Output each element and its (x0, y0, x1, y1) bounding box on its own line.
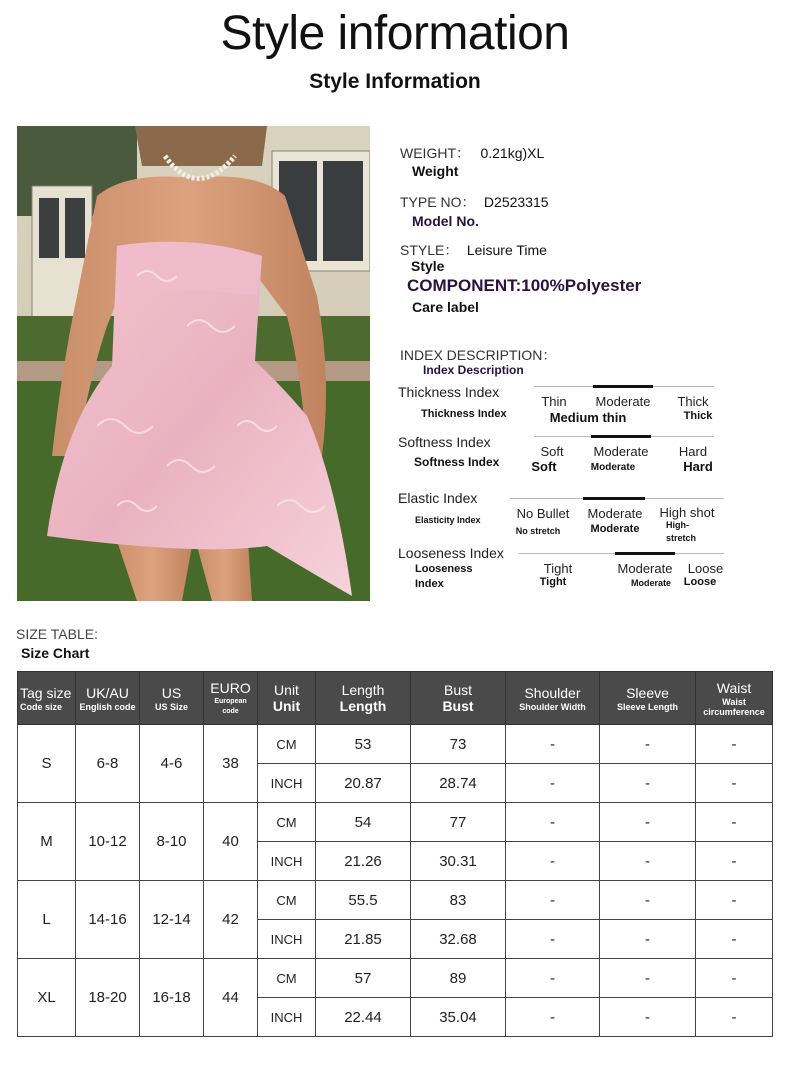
size-cell-euro: 42 (204, 881, 258, 959)
measure-cell: - (506, 920, 600, 959)
softness-option-soft: Soft (540, 444, 564, 459)
measure-cell: 83 (411, 881, 506, 920)
header-sleeve: Sleeve Sleeve Length (600, 672, 696, 725)
measure-cell: - (506, 881, 600, 920)
measure-cell: - (600, 959, 696, 998)
elastic-index-row (398, 490, 778, 546)
elastic-sub-no-stretch: No stretch (515, 526, 561, 536)
measure-cell: - (506, 959, 600, 998)
thickness-sub-thick: Thick (683, 410, 713, 422)
looseness-sub-tight: Tight (539, 576, 567, 588)
unit-cell: CM (258, 803, 316, 842)
looseness-index-label: Looseness Index (398, 545, 504, 561)
thickness-scale-marker (593, 385, 653, 388)
size-cell-us: 16-18 (140, 959, 204, 1037)
looseness-sub-loose: Loose (683, 576, 717, 588)
elastic-option-moderate: Moderate (587, 506, 643, 521)
style-sub: Style (411, 258, 445, 274)
measure-cell: - (506, 764, 600, 803)
looseness-index-row (398, 545, 778, 595)
header-euro: EURO European code (204, 672, 258, 725)
measure-cell: - (506, 725, 600, 764)
elastic-scale-marker (583, 497, 645, 500)
care-label: Care label (412, 299, 479, 315)
size-cell-euro: 44 (204, 959, 258, 1037)
measure-cell: - (696, 998, 773, 1037)
type-spec (400, 192, 549, 212)
header-unit: Unit Unit (258, 672, 316, 725)
size-chart-sub: Size Chart (21, 645, 90, 661)
measure-cell: 73 (411, 725, 506, 764)
softness-index-row (398, 434, 778, 479)
weight-spec (400, 143, 544, 163)
measure-cell: - (696, 842, 773, 881)
table-row (18, 881, 773, 920)
unit-cell: CM (258, 959, 316, 998)
measure-cell: 30.31 (411, 842, 506, 881)
measure-cell: - (696, 920, 773, 959)
elastic-option-high-shot: High shot (659, 505, 715, 520)
style-label: STYLE： (400, 242, 459, 258)
softness-index-sub: Softness Index (414, 455, 500, 469)
weight-label: WEIGHT： (400, 145, 470, 161)
size-cell-tag: S (18, 725, 76, 803)
unit-cell: CM (258, 725, 316, 764)
header-us: US US Size (140, 672, 204, 725)
header-length: Length Length (316, 672, 411, 725)
measure-cell: - (696, 725, 773, 764)
index-title-sub: Index Description (423, 363, 524, 377)
measure-cell: - (600, 881, 696, 920)
elastic-sub-high-stretch: High-stretch (666, 520, 697, 543)
size-cell-tag: M (18, 803, 76, 881)
softness-index-label: Softness Index (398, 434, 491, 450)
size-cell-uk: 6-8 (76, 725, 140, 803)
size-table-label: SIZE TABLE: (16, 626, 98, 642)
size-cell-us: 12-14 (140, 881, 204, 959)
type-sub: Model No. (412, 213, 479, 229)
measure-cell: 55.5 (316, 881, 411, 920)
thickness-index-row (398, 384, 778, 429)
elastic-index-label: Elastic Index (398, 490, 478, 506)
table-row (18, 725, 773, 764)
size-cell-tag: L (18, 881, 76, 959)
measure-cell: - (506, 842, 600, 881)
weight-sub: Weight (412, 163, 459, 179)
header-shoulder: Shoulder Shoulder Width (506, 672, 600, 725)
index-title: INDEX DESCRIPTION： (400, 347, 557, 363)
size-cell-uk: 14-16 (76, 881, 140, 959)
size-cell-us: 4-6 (140, 725, 204, 803)
thickness-option-thick: Thick (677, 394, 709, 409)
size-cell-uk: 10-12 (76, 803, 140, 881)
measure-cell: 35.04 (411, 998, 506, 1037)
measure-cell: - (696, 959, 773, 998)
measure-cell: 53 (316, 725, 411, 764)
looseness-option-moderate: Moderate (617, 561, 673, 576)
softness-option-moderate: Moderate (593, 444, 649, 459)
measure-cell: - (696, 764, 773, 803)
measure-cell: 32.68 (411, 920, 506, 959)
measure-cell: - (506, 803, 600, 842)
size-cell-us: 8-10 (140, 803, 204, 881)
thickness-option-moderate: Moderate (595, 394, 651, 409)
measure-cell: - (600, 998, 696, 1037)
measure-cell: - (506, 998, 600, 1037)
measure-cell: - (600, 803, 696, 842)
elastic-option-no-bullet: No Bullet (516, 506, 570, 521)
elastic-sub-moderate: Moderate (590, 523, 640, 535)
type-label: TYPE NO： (400, 194, 476, 210)
size-cell-euro: 40 (204, 803, 258, 881)
unit-cell: INCH (258, 998, 316, 1037)
measure-cell: 21.85 (316, 920, 411, 959)
looseness-scale-marker (615, 552, 675, 555)
unit-cell: INCH (258, 842, 316, 881)
measure-cell: - (600, 920, 696, 959)
softness-scale-marker (591, 435, 651, 438)
measure-cell: - (600, 725, 696, 764)
thickness-option-thin: Thin (541, 394, 567, 409)
softness-sub-moderate: Moderate (590, 462, 636, 473)
unit-cell: CM (258, 881, 316, 920)
size-cell-euro: 38 (204, 725, 258, 803)
looseness-sub-moderate: Moderate (630, 578, 671, 588)
unit-cell: INCH (258, 920, 316, 959)
measure-cell: 54 (316, 803, 411, 842)
table-row (18, 803, 773, 842)
header-uk-au: UK/AU English code (76, 672, 140, 725)
table-row (18, 959, 773, 998)
thickness-index-sub: Thickness Index (421, 408, 507, 420)
style-value: Leisure Time (466, 242, 547, 258)
measure-cell: - (600, 842, 696, 881)
softness-sub-soft: Soft (531, 459, 557, 474)
elastic-index-sub: Elasticity Index (415, 515, 481, 525)
thickness-sub-medium-thin: Medium thin (549, 410, 627, 425)
size-cell-tag: XL (18, 959, 76, 1037)
softness-sub-hard: Hard (683, 459, 713, 474)
measure-cell: 89 (411, 959, 506, 998)
looseness-index-sub: Looseness Index (415, 563, 473, 590)
measure-cell: 57 (316, 959, 411, 998)
measure-cell: 28.74 (411, 764, 506, 803)
measure-cell: 22.44 (316, 998, 411, 1037)
softness-option-hard: Hard (678, 444, 708, 459)
size-chart-table (17, 671, 773, 1037)
table-header-row (18, 672, 773, 725)
thickness-index-label: Thickness Index (398, 384, 500, 400)
measure-cell: - (696, 803, 773, 842)
size-cell-uk: 18-20 (76, 959, 140, 1037)
page-title: Style information (220, 7, 570, 60)
component-text: COMPONENT:100%Polyester (407, 276, 642, 295)
measure-cell: - (696, 881, 773, 920)
page-subtitle: Style Information (309, 70, 481, 93)
measure-cell: 77 (411, 803, 506, 842)
type-value: D2523315 (483, 194, 549, 210)
looseness-option-tight: Tight (543, 561, 573, 576)
weight-value: 0.21kg)XL (480, 145, 545, 161)
unit-cell: INCH (258, 764, 316, 803)
product-photo (17, 126, 370, 601)
header-waist: Waist Waist circumference (696, 672, 773, 725)
measure-cell: 21.26 (316, 842, 411, 881)
header-bust: Bust Bust (411, 672, 506, 725)
header-tag-size: Tag size Code size (18, 672, 76, 725)
looseness-option-loose: Loose (687, 561, 724, 576)
measure-cell: 20.87 (316, 764, 411, 803)
measure-cell: - (600, 764, 696, 803)
style-spec (400, 240, 547, 260)
